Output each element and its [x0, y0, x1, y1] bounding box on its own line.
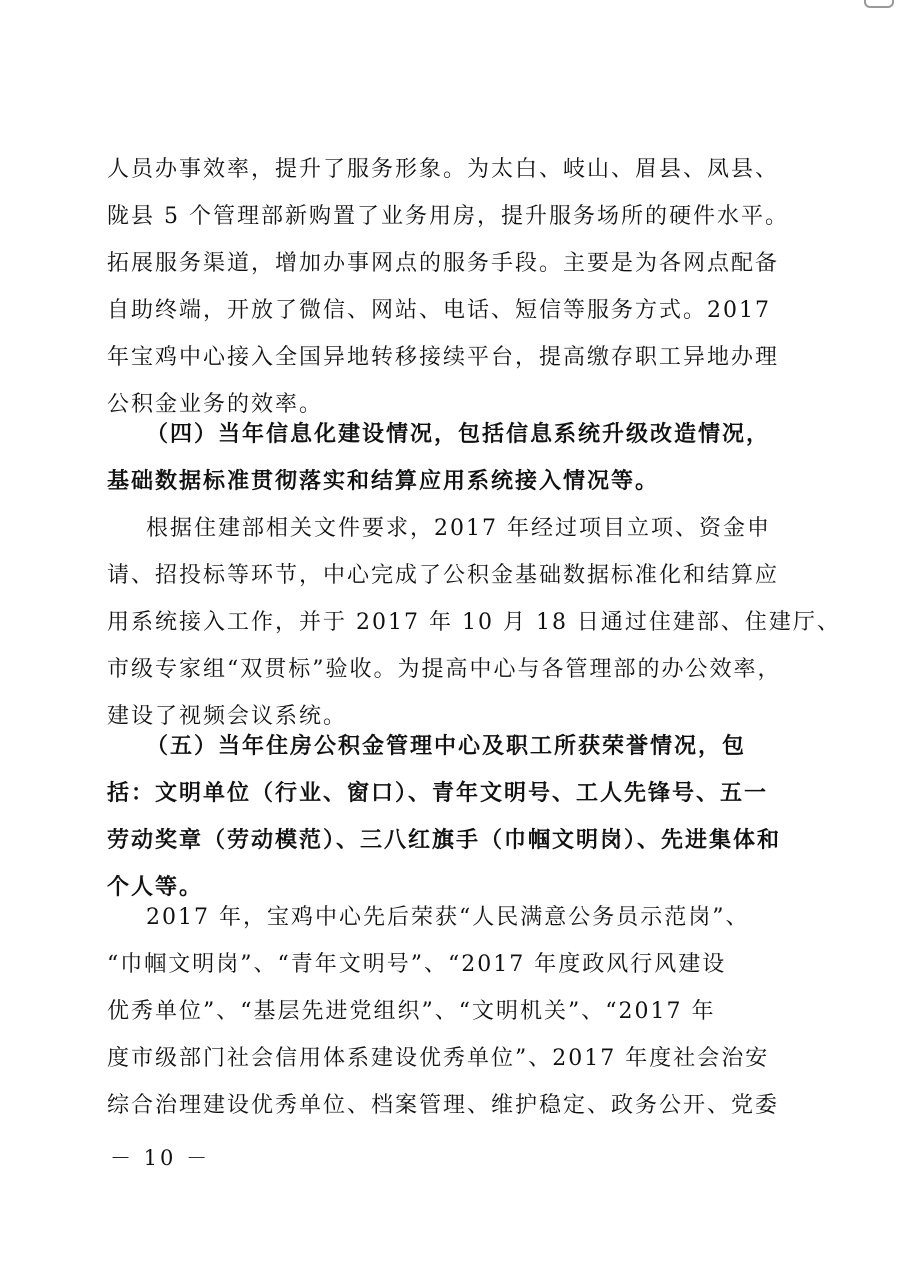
para1-line-4: 自助终端，开放了微信、网站、电话、短信等服务方式。2017 [107, 298, 771, 323]
corner-mark [864, 0, 894, 8]
section-5-heading-line-3: 劳动奖章（劳动模范）、三八红旗手（巾帼文明岗）、先进集体和 [107, 828, 782, 853]
para3-line-2: “巾帼文明岗”、“青年文明号”、“2017 年度政风行风建设 [107, 952, 727, 977]
para1-line-6: 公积金业务的效率。 [107, 392, 324, 417]
section-4-heading-line-2: 基础数据标准贯彻落实和结算应用系统接入情况等。 [107, 469, 660, 494]
para3-line-4: 度市级部门社会信用体系建设优秀单位”、2017 年度社会治安 [107, 1046, 770, 1071]
para1-line-5: 年宝鸡中心接入全国异地转移接续平台，提高缴存职工异地办理 [107, 345, 780, 370]
para1-line-2: 陇县 5 个管理部新购置了业务用房，提升服务场所的硬件水平。 [107, 204, 789, 229]
para2-line-4: 市级专家组“双贯标”验收。为提高中心与各管理部的办公效率， [107, 657, 782, 682]
para3-line-1: 2017 年，宝鸡中心先后荣获“人民满意公务员示范岗”、 [146, 905, 750, 930]
section-5-heading-line-2: 括：文明单位（行业、窗口）、青年文明号、工人先锋号、五一 [107, 781, 769, 806]
para3-line-3: 优秀单位”、“基层先进党组织”、“文明机关”、“2017 年 [107, 999, 716, 1024]
para2-line-3: 用系统接入工作，并于 2017 年 10 月 18 日通过住建部、住建厅、 [107, 610, 841, 635]
para1-line-1: 人员办事效率，提升了服务形象。为太白、岐山、眉县、凤县、 [107, 157, 780, 182]
para2-line-2: 请、招投标等环节，中心完成了公积金基础数据标准化和结算应 [107, 563, 780, 588]
section-4-heading-line-1: （四）当年信息化建设情况，包括信息系统升级改造情况， [146, 422, 771, 447]
para2-line-1: 根据住建部相关文件要求，2017 年经过项目立项、资金申 [146, 516, 771, 541]
section-5-heading-line-4: 个人等。 [107, 875, 204, 900]
para1-line-3: 拓展服务渠道，增加办事网点的服务手段。主要是为各网点配备 [107, 251, 780, 276]
para2-line-5: 建设了视频会议系统。 [107, 704, 348, 729]
page-number: － 10 － [110, 1146, 211, 1170]
para3-line-5: 综合治理建设优秀单位、档案管理、维护稳定、政务公开、党委 [107, 1093, 780, 1118]
section-5-heading-line-1: （五）当年住房公积金管理中心及职工所获荣誉情况，包 [146, 734, 747, 759]
